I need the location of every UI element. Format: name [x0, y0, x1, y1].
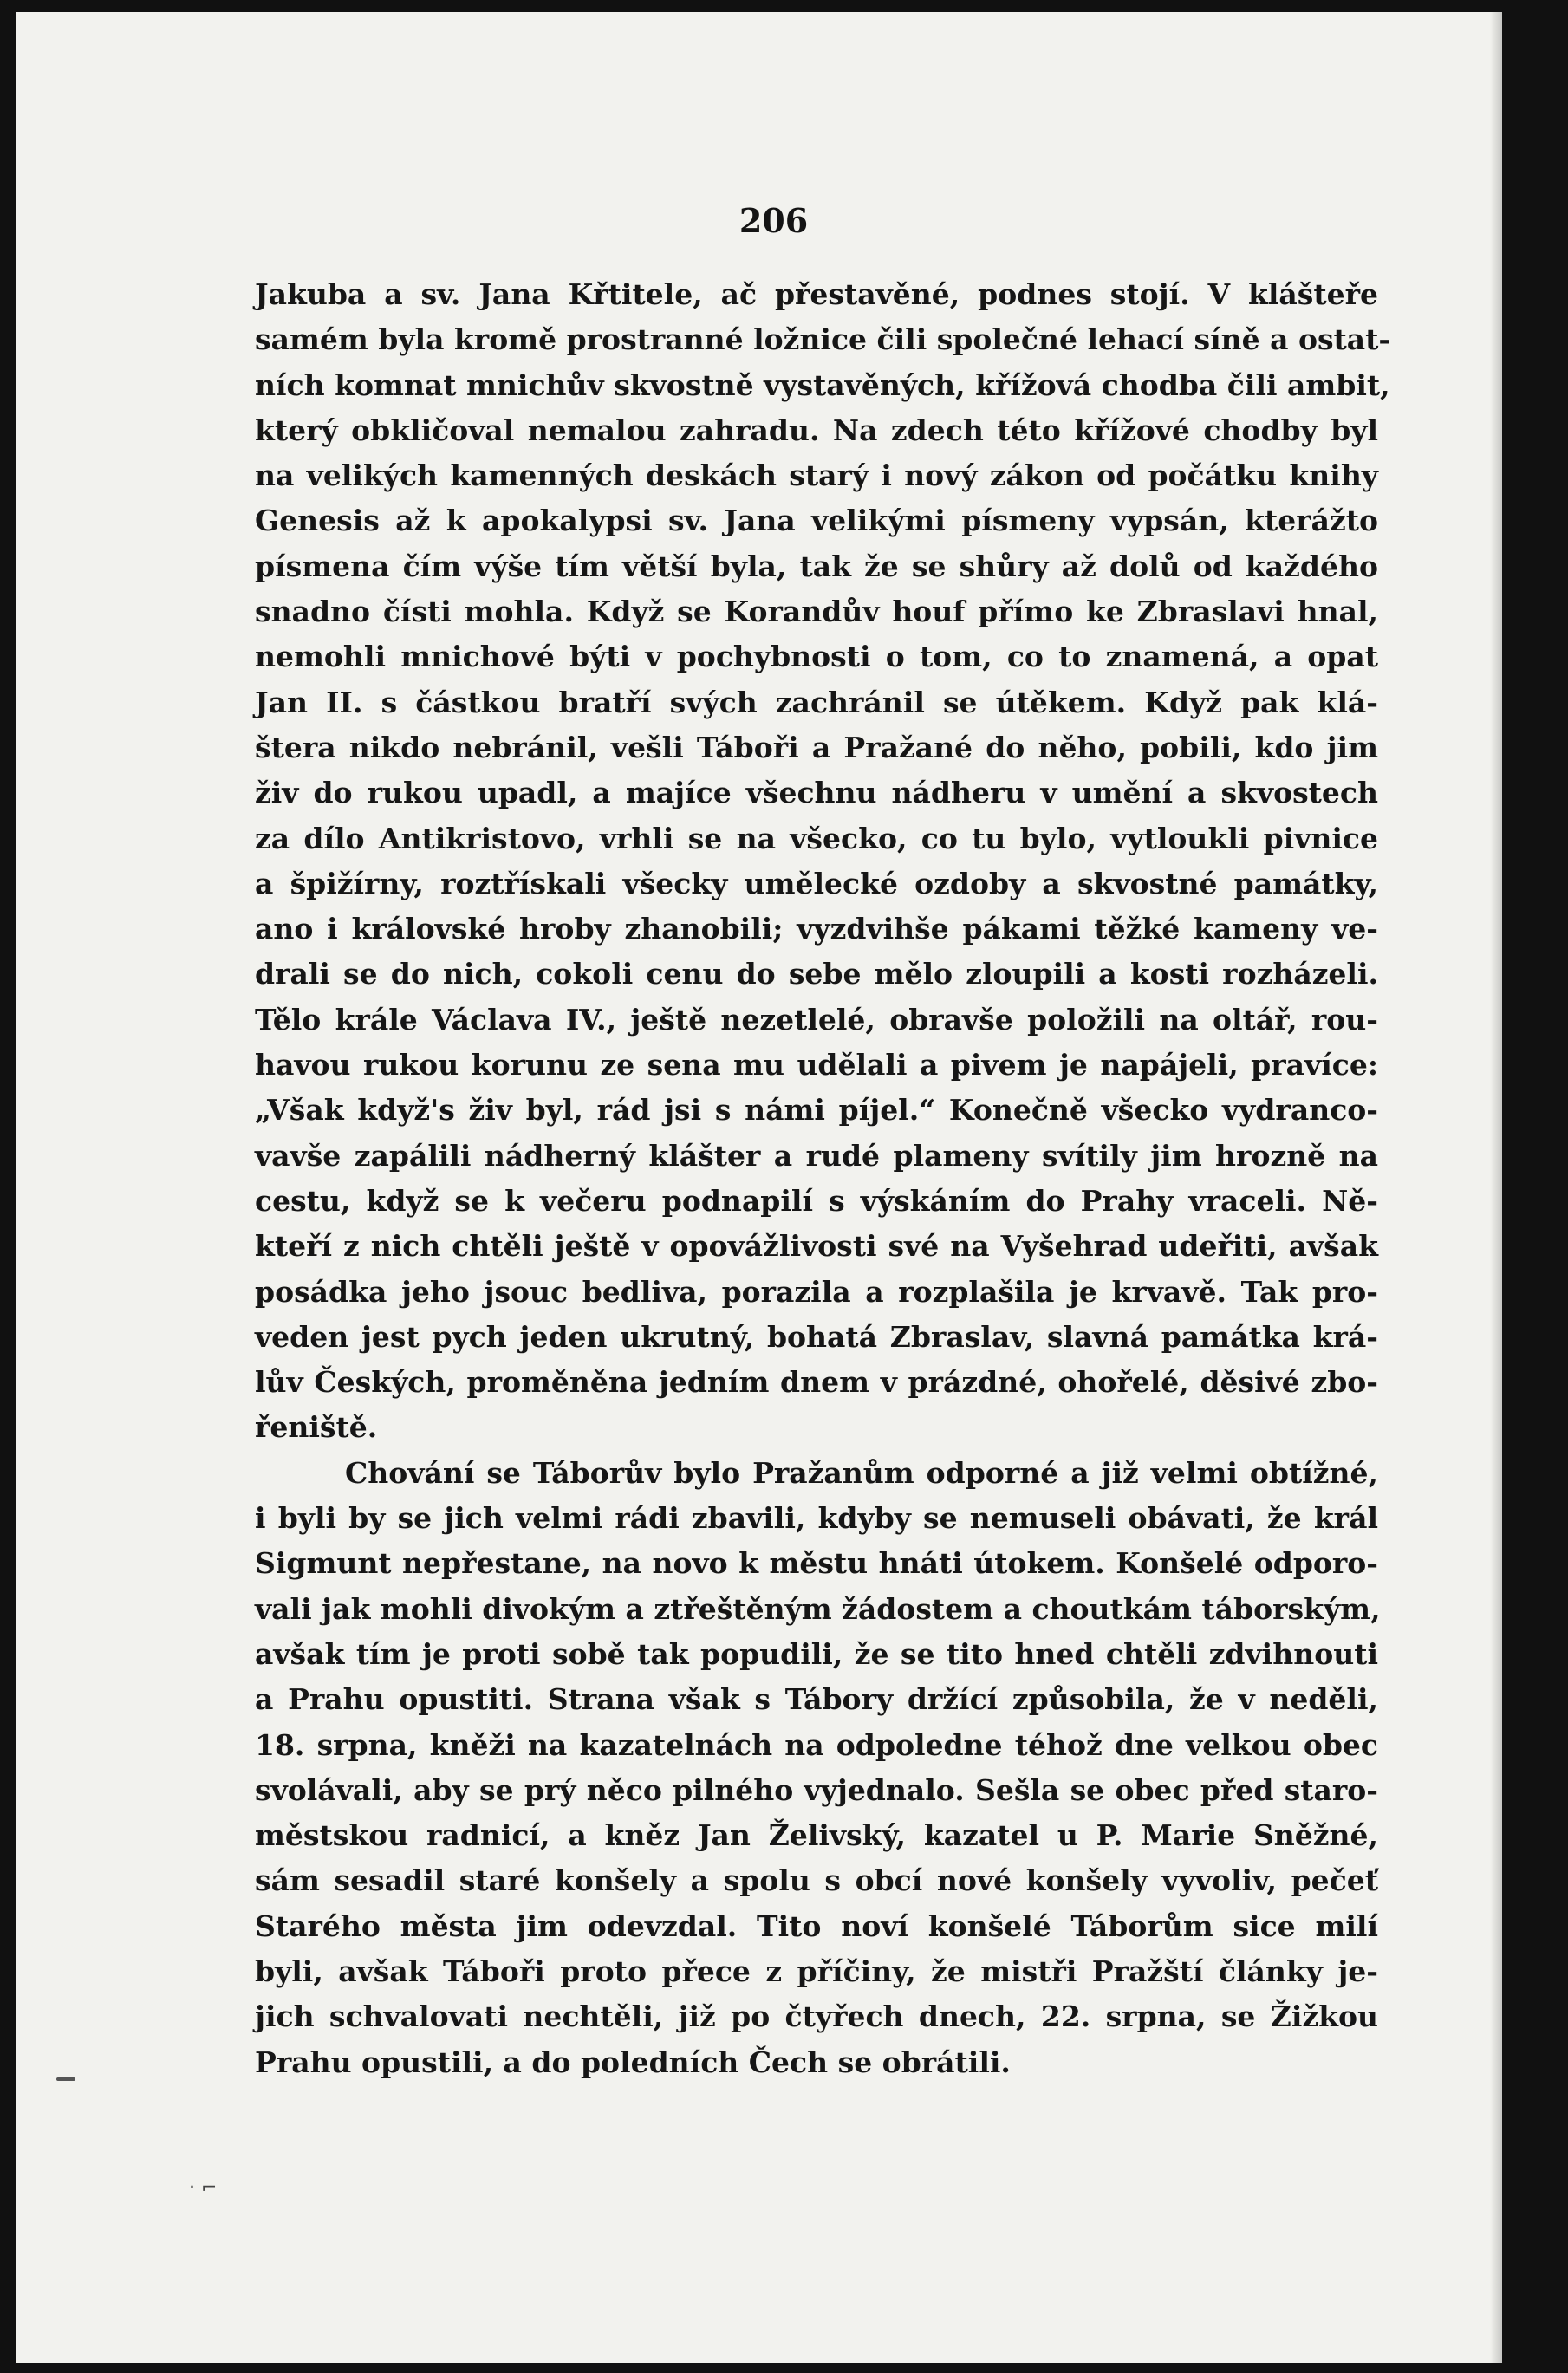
- text-line: lův Českých, proměněna jedním dnem v prázdné, ohořelé, děsivé zbo-: [255, 1365, 1378, 1400]
- text-line: 18. srpna, kněži na kazatelnách na odpoledne téhož dne velkou obec: [255, 1727, 1378, 1762]
- text-line: cestu, když se k večeru podnapilí s výskáním do Prahy vraceli. Ně-: [255, 1183, 1378, 1218]
- text-line: živ do rukou upadl, a majíce všechnu nádheru v umění a skvostech: [255, 776, 1378, 810]
- text-line: vavše zapálili nádherný klášter a rudé plameny svítily jim hrozně na: [255, 1138, 1378, 1173]
- text-line: vali jak mohli divokým a ztřeštěným žádostem a choutkám táborským,: [255, 1591, 1381, 1626]
- text-line: který obkličoval nemalou zahradu. Na zdech této křížové chodby byl: [255, 413, 1378, 447]
- text-line: i byli by se jich velmi rádi zbavili, kdyby se nemuseli obávati, že král: [255, 1501, 1378, 1536]
- text-line: štera nikdo nebránil, vešli Táboři a Pražané do něho, pobili, kdo jim: [255, 730, 1378, 764]
- text-line: snadno čísti mohla. Když se Korandův houf přímo ke Zbraslavi hnal,: [255, 595, 1378, 629]
- text-line: za dílo Antikristovo, vrhli se na všecko, co tu bylo, vytloukli pivnice: [255, 821, 1378, 855]
- text-line: havou rukou korunu ze sena mu udělali a pivem je napájeli, pravíce:: [255, 1048, 1378, 1082]
- text-line: jich schvalovati nechtěli, již po čtyřech dnech, 22. srpna, se Žižkou: [255, 1999, 1378, 2034]
- text-line: avšak tím je proti sobě tak popudili, že se tito hned chtěli zdvihnouti: [255, 1636, 1378, 1671]
- page-number: 206: [738, 201, 809, 240]
- margin-stray-mark: · ⌐: [189, 2177, 218, 2199]
- text-line: Prahu opustili, a do poledních Čech se obrátili.: [255, 2045, 1011, 2079]
- text-line: městskou radnicí, a kněz Jan Želivský, kazatel u P. Marie Sněžné,: [255, 1818, 1378, 1853]
- text-line: Jakuba a sv. Jana Křtitele, ač přestavěné, podnes stojí. V klášteře: [255, 277, 1378, 311]
- body-text: [255, 272, 1391, 2085]
- text-line: nemohli mnichové býti v pochybnosti o tom, co to znamená, a opat: [255, 640, 1378, 674]
- text-line: drali se do nich, cokoli cenu do sebe mělo zloupili a kosti rozházeli.: [255, 957, 1378, 991]
- text-line: kteří z nich chtěli ještě v opovážlivosti své na Vyšehrad udeřiti, avšak: [255, 1229, 1378, 1264]
- text-line: a špižírny, roztřískali všecky umělecké ozdoby a skvostné památky,: [255, 866, 1378, 900]
- text-line: „Však když's živ byl, rád jsi s námi píjel.“ Konečně všecko vydranco-: [255, 1093, 1378, 1128]
- text-line: svolávali, aby se prý něco pilného vyjednalo. Sešla se obec před staro-: [255, 1772, 1378, 1807]
- text-line: a Prahu opustiti. Strana však s Tábory držící způsobila, že v neděli,: [255, 1682, 1378, 1717]
- text-line: řeniště.: [255, 1410, 378, 1445]
- text-line: samém byla kromě prostranné ložnice čili společné lehací síně a ostat-: [255, 322, 1391, 357]
- page-edge-shadow: [1490, 12, 1502, 2363]
- text-line: Jan II. s částkou bratří svých zachránil se útěkem. Když pak klá-: [255, 685, 1378, 719]
- text-line: ano i královské hroby zhanobili; vyzdvihše pákami těžké kameny ve-: [255, 912, 1378, 946]
- text-line: Genesis až k apokalypsi sv. Jana velikými písmeny vypsán, kterážto: [255, 504, 1378, 538]
- text-line: Starého města jim odevzdal. Tito noví konšelé Táborům sice milí: [255, 1908, 1378, 1943]
- text-line: Chování se Táborův bylo Pražanům odporné a již velmi obtížné,: [345, 1455, 1378, 1490]
- book-page: [16, 12, 1502, 2363]
- text-line: písmena čím výše tím větší byla, tak že se shůry až dolů od každého: [255, 549, 1378, 583]
- text-line: Sigmunt nepřestane, na novo k městu hnáti útokem. Konšelé odporo-: [255, 1546, 1378, 1581]
- text-line: na velikých kamenných deskách starý i nový zákon od počátku knihy: [255, 458, 1378, 493]
- text-line: ních komnat mnichův skvostně vystavěných, křížová chodba čili ambit,: [255, 367, 1390, 402]
- text-line: veden jest pych jeden ukrutný, bohatá Zbraslav, slavná památka krá-: [255, 1319, 1378, 1354]
- text-line: Tělo krále Václava IV., ještě nezetlelé, obravše položili na oltář, rou-: [255, 1002, 1378, 1037]
- text-line: byli, avšak Táboři proto přece z příčiny, že mistři Pražští články je-: [255, 1954, 1378, 1988]
- text-line: posádka jeho jsouc bedliva, porazila a rozplašila je krvavě. Tak pro-: [255, 1274, 1378, 1309]
- margin-dash-mark: [56, 2077, 75, 2081]
- text-line: sám sesadil staré konšely a spolu s obcí nové konšely vyvoliv, pečeť: [255, 1863, 1378, 1898]
